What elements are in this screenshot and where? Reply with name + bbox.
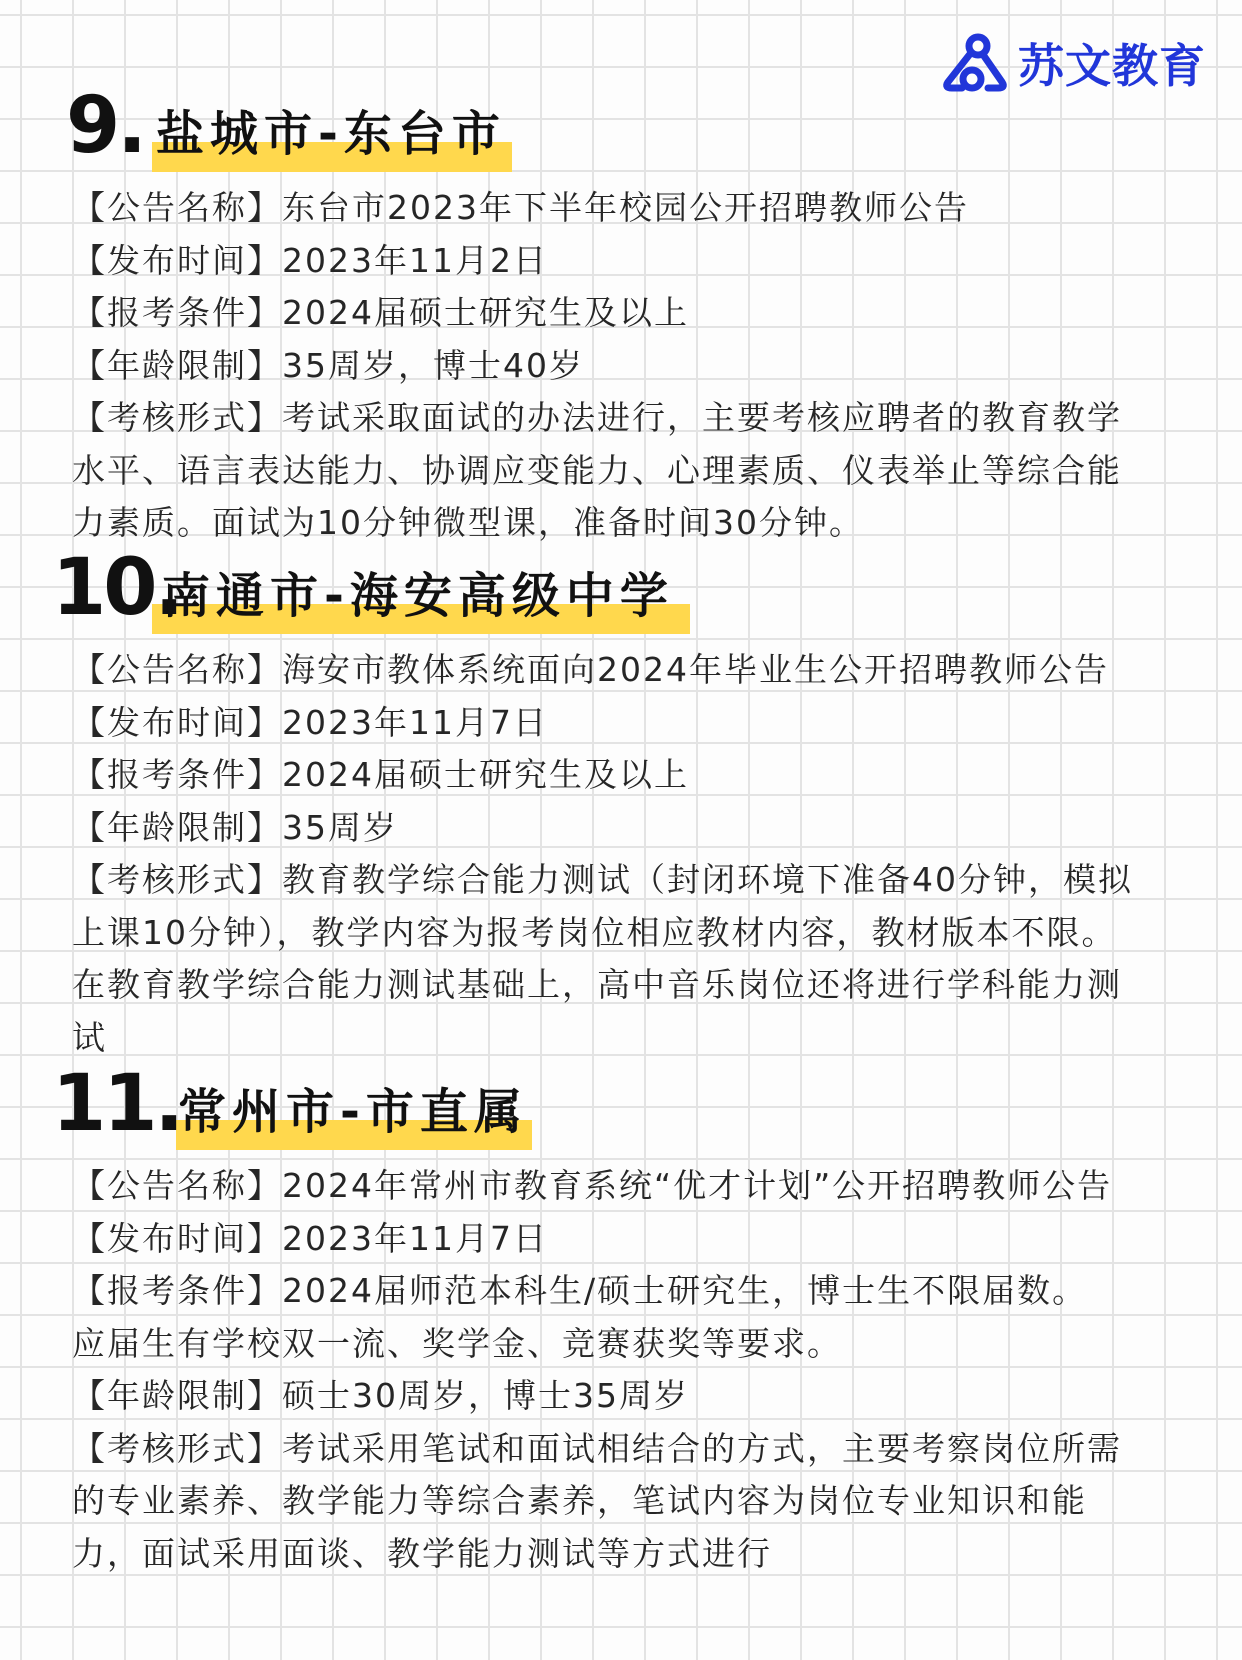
field-value: 2023年11月7日	[282, 702, 548, 742]
field-value: 海安市教体系统面向2024年毕业生公开招聘教师公告	[282, 650, 1109, 689]
field-row	[72, 1213, 1182, 1266]
field-row	[72, 1370, 1182, 1423]
field-value: 东台市2023年下半年校园公开招聘教师公告	[282, 188, 969, 227]
section-10	[0, 543, 1242, 1064]
field-value: 考试采取面试的办法进行，主要考核应聘者的教育教学	[282, 398, 1122, 437]
field-continuation: 试	[72, 1017, 107, 1057]
field-label: 【考核形式】	[72, 1428, 282, 1468]
field-row	[72, 644, 1182, 697]
field-label: 【报考条件】	[72, 755, 282, 794]
field-row	[72, 287, 1182, 340]
field-label: 【考核形式】	[72, 860, 282, 899]
field-row	[72, 1423, 1182, 1476]
section-number: 11.	[52, 1059, 182, 1149]
field-label: 【考核形式】	[72, 398, 282, 437]
field-continuation: 力素质。面试为10分钟微型课，准备时间30分钟。	[72, 503, 864, 542]
field-continuation: 应届生有学校双一流、奖学金、竞赛获奖等要求。	[72, 1323, 842, 1363]
section-title: 常州市-市直属	[178, 1084, 528, 1140]
field-value: 考试采用笔试和面试相结合的方式，主要考察岗位所需	[282, 1428, 1122, 1468]
field-continuation: 力，面试采用面谈、教学能力测试等方式进行	[72, 1533, 772, 1573]
field-label: 【发布时间】	[72, 240, 282, 280]
field-row	[72, 854, 1182, 907]
field-label: 【报考条件】	[72, 293, 282, 332]
section-body	[72, 644, 1182, 1064]
field-value: 教育教学综合能力测试（封闭环境下准备40分钟，模拟	[282, 860, 1133, 899]
field-label: 【发布时间】	[72, 1218, 282, 1258]
field-label: 【年龄限制】	[72, 345, 282, 385]
field-label: 【公告名称】	[72, 188, 282, 227]
section-body	[72, 182, 1182, 550]
field-value: 35周岁，博士40岁	[282, 345, 584, 385]
logo-text: 苏文教育	[1018, 39, 1206, 93]
field-value: 2024届硕士研究生及以上	[282, 293, 689, 332]
field-row	[72, 802, 1182, 855]
field-label: 【公告名称】	[72, 650, 282, 689]
field-continuation: 的专业素养、教学能力等综合素养，笔试内容为岗位专业知识和能	[72, 1481, 1087, 1520]
field-label: 【报考条件】	[72, 1271, 282, 1310]
field-continuation: 水平、语言表达能力、协调应变能力、心理素质、仪表举止等综合能	[72, 450, 1122, 490]
field-label: 【年龄限制】	[72, 1376, 282, 1415]
logo-mark-icon	[940, 32, 1012, 94]
section-title: 盐城市-东台市	[156, 106, 506, 162]
section-11	[0, 1059, 1242, 1580]
field-row	[72, 749, 1182, 802]
field-label: 【年龄限制】	[72, 807, 282, 847]
field-value: 硕士30周岁，博士35周岁	[282, 1376, 689, 1415]
section-9	[0, 81, 1242, 550]
field-value: 2023年11月2日	[282, 240, 548, 280]
section-title: 南通市-海安高级中学	[162, 568, 674, 624]
field-continuation: 在教育教学综合能力测试基础上，高中音乐岗位还将进行学科能力测	[72, 965, 1122, 1004]
field-row	[72, 392, 1182, 445]
field-value: 2024年常州市教育系统“优才计划”公开招聘教师公告	[282, 1166, 1113, 1205]
section-body	[72, 1160, 1182, 1580]
section-header	[0, 81, 1242, 182]
section-number: 10.	[52, 543, 182, 633]
field-value: 2024届师范本科生/硕士研究生，博士生不限届数。	[282, 1271, 1088, 1310]
field-row	[72, 1160, 1182, 1213]
field-value: 35周岁	[282, 807, 398, 847]
field-row	[72, 235, 1182, 288]
section-number: 9.	[66, 81, 144, 171]
field-row	[72, 1265, 1182, 1318]
field-row	[72, 697, 1182, 750]
field-value: 2023年11月7日	[282, 1218, 548, 1258]
field-label: 【发布时间】	[72, 702, 282, 742]
section-header	[0, 543, 1242, 644]
field-label: 【公告名称】	[72, 1166, 282, 1205]
field-row	[72, 182, 1182, 235]
field-value: 2024届硕士研究生及以上	[282, 755, 689, 794]
section-header	[0, 1059, 1242, 1160]
field-row	[72, 340, 1182, 393]
field-continuation: 上课10分钟），教学内容为报考岗位相应教材内容，教材版本不限。	[72, 912, 1117, 952]
